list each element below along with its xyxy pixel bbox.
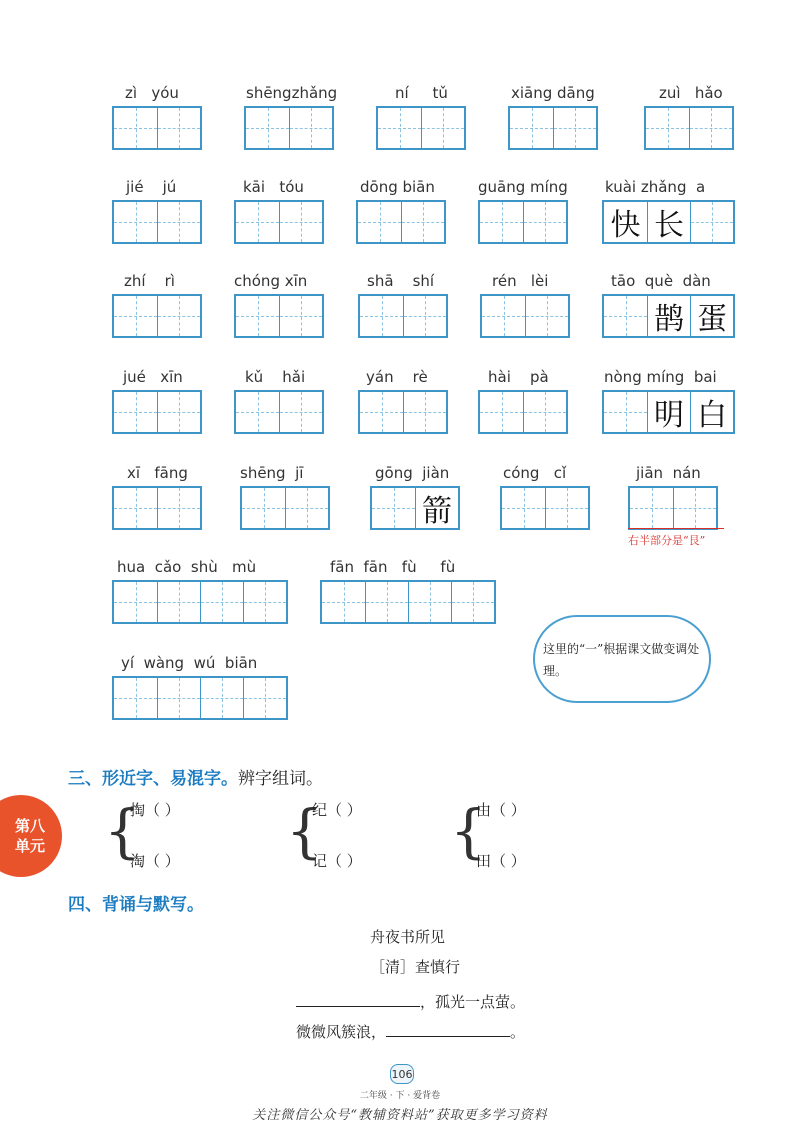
pinyin-label: xiāng dāng: [511, 84, 595, 102]
writing-cell[interactable]: [365, 582, 408, 622]
footer-note: 关注微信公众号“教辅资料站”获取更多学习资料: [252, 1108, 548, 1123]
pinyin-label: cóng cǐ: [503, 464, 567, 482]
writing-grid: [358, 294, 448, 338]
writing-cell[interactable]: [502, 488, 545, 528]
footer-grade: 二年级 · 下 · 爱背卷: [359, 1091, 441, 1101]
pinyin-label: jiān nán: [636, 464, 701, 482]
brace-2: {: [286, 797, 323, 865]
pinyin-label: jué xīn: [123, 368, 183, 386]
word-group-3-top[interactable]: 由（ ）: [476, 801, 526, 819]
writing-cell[interactable]: [525, 296, 568, 336]
writing-cell[interactable]: [630, 488, 673, 528]
pinyin-label: zhí rì: [124, 272, 175, 290]
writing-cell[interactable]: [157, 582, 200, 622]
writing-grid: [370, 486, 460, 530]
pinyin-label: shēng jī: [240, 464, 304, 482]
writing-cell[interactable]: [689, 108, 732, 148]
writing-grid: [602, 294, 735, 338]
writing-cell[interactable]: [114, 582, 157, 622]
writing-cell[interactable]: [451, 582, 494, 622]
pinyin-label: chóng xīn: [234, 272, 308, 290]
writing-grid: [112, 200, 202, 244]
writing-cell[interactable]: [114, 202, 157, 242]
writing-grid: [478, 200, 568, 244]
writing-grid: [478, 390, 568, 434]
writing-cell[interactable]: [285, 488, 328, 528]
section3-instruction: 辨字组词。: [238, 769, 323, 789]
word-group-3-bottom[interactable]: 田（ ）: [476, 852, 526, 870]
writing-cell[interactable]: [480, 392, 523, 432]
writing-cell[interactable]: [236, 296, 279, 336]
writing-grid: [234, 200, 324, 244]
writing-grid: [500, 486, 590, 530]
writing-cell[interactable]: [604, 202, 647, 242]
writing-cell[interactable]: [114, 296, 157, 336]
given-character: 鹊: [648, 296, 690, 336]
writing-cell[interactable]: [157, 678, 200, 718]
pinyin-label: dōng biān: [360, 178, 435, 196]
given-character: 明: [648, 392, 690, 432]
pinyin-label: kǔ hǎi: [245, 368, 306, 386]
writing-cell[interactable]: [322, 582, 365, 622]
writing-cell[interactable]: [553, 108, 596, 148]
writing-cell[interactable]: [236, 392, 279, 432]
writing-cell[interactable]: [200, 678, 243, 718]
writing-cell[interactable]: [401, 202, 444, 242]
poem-author: ［清］查慎行: [370, 958, 461, 976]
writing-grid: [602, 200, 735, 244]
writing-cell[interactable]: [523, 202, 566, 242]
writing-cell[interactable]: [673, 488, 716, 528]
writing-cell[interactable]: [246, 108, 289, 148]
poem-line-2: [296, 1020, 525, 1042]
writing-cell[interactable]: [114, 392, 157, 432]
pinyin-label: hài pà: [488, 368, 549, 386]
writing-cell[interactable]: [690, 392, 733, 432]
writing-cell[interactable]: [647, 392, 690, 432]
writing-grid: [628, 486, 718, 530]
writing-grid: [112, 676, 288, 720]
writing-cell[interactable]: [378, 108, 421, 148]
pinyin-label: jié jú: [126, 178, 177, 196]
writing-cell[interactable]: [114, 108, 157, 148]
writing-cell[interactable]: [200, 582, 243, 622]
writing-cell[interactable]: [545, 488, 588, 528]
writing-cell[interactable]: [279, 296, 322, 336]
writing-cell[interactable]: [408, 582, 451, 622]
writing-cell[interactable]: [604, 392, 647, 432]
writing-grid: [234, 294, 324, 338]
writing-cell[interactable]: [279, 392, 322, 432]
writing-cell[interactable]: [480, 202, 523, 242]
word-group-2-bottom[interactable]: 记（ ）: [312, 852, 362, 870]
writing-cell[interactable]: [236, 202, 279, 242]
writing-cell[interactable]: [604, 296, 647, 336]
writing-cell[interactable]: [114, 488, 157, 528]
writing-grid: [112, 390, 202, 434]
writing-grid: [480, 294, 570, 338]
writing-grid: [376, 106, 466, 150]
given-character: 快: [604, 202, 647, 242]
writing-cell[interactable]: [360, 392, 403, 432]
poem-line-1-text: ，孤光一点萤。: [420, 993, 526, 1011]
writing-cell[interactable]: [289, 108, 332, 148]
writing-grid: [234, 390, 324, 434]
writing-cell[interactable]: [482, 296, 525, 336]
pinyin-label: yán rè: [366, 368, 428, 386]
writing-grid: [602, 390, 735, 434]
pinyin-label: fān fān fù fù: [330, 558, 456, 576]
writing-grid: [112, 580, 288, 624]
brace-1: {: [104, 797, 141, 865]
poem-blank-2[interactable]: [386, 1020, 510, 1037]
pinyin-label: shā shí: [367, 272, 435, 290]
given-character: 蛋: [691, 296, 733, 336]
pinyin-label: yí wàng wú biān: [121, 654, 258, 672]
writing-grid: [244, 106, 334, 150]
pinyin-label: kuài zhǎng a: [605, 178, 706, 196]
pinyin-label: xī fāng: [127, 464, 188, 482]
pinyin-label: rén lèi: [492, 272, 549, 290]
writing-cell[interactable]: [372, 488, 415, 528]
writing-grid: [644, 106, 734, 150]
given-character: 白: [691, 392, 733, 432]
writing-cell[interactable]: [279, 202, 322, 242]
page-number: 106: [390, 1064, 414, 1084]
writing-cell[interactable]: [358, 202, 401, 242]
writing-cell[interactable]: [523, 392, 566, 432]
writing-grid: [320, 580, 496, 624]
writing-cell[interactable]: [157, 296, 200, 336]
pinyin-label: zì yóu: [125, 84, 179, 102]
writing-grid: [112, 486, 202, 530]
writing-cell[interactable]: [646, 108, 689, 148]
writing-grid: [356, 200, 446, 244]
pinyin-label: zuì hǎo: [659, 84, 723, 102]
pinyin-label: hua cǎo shù mù: [117, 558, 257, 576]
writing-grid: [240, 486, 330, 530]
pinyin-label: kāi tóu: [243, 178, 304, 196]
poem-line-1: [296, 990, 525, 1012]
pinyin-label: gōng jiàn: [375, 464, 450, 482]
poem-blank-1[interactable]: [296, 990, 420, 1007]
pinyin-label: ní tǔ: [395, 84, 448, 102]
writing-grid: [112, 294, 202, 338]
word-group-1-top[interactable]: 掏（ ）: [130, 801, 180, 819]
writing-cell[interactable]: [243, 582, 286, 622]
writing-cell[interactable]: [647, 202, 690, 242]
section3-heading: 三、形近字、易混字。: [68, 769, 238, 789]
poem-line-2-end: 。: [510, 1023, 526, 1041]
writing-cell[interactable]: [647, 296, 690, 336]
writing-cell[interactable]: [360, 296, 403, 336]
word-group-2-top[interactable]: 纪（ ）: [312, 801, 362, 819]
jiannan-hint: 右半部分是“艮”: [628, 534, 706, 547]
poem-line-2-text: 微微风簇浪，: [296, 1023, 387, 1041]
writing-cell[interactable]: [242, 488, 285, 528]
unit-badge-text: 第八单元: [14, 817, 45, 855]
writing-cell[interactable]: [157, 108, 200, 148]
given-character: 箭: [416, 488, 458, 528]
brace-3: {: [450, 797, 487, 865]
writing-cell[interactable]: [157, 488, 200, 528]
writing-grid: [358, 390, 448, 434]
pinyin-label: guāng míng: [478, 178, 568, 196]
writing-cell[interactable]: [690, 202, 733, 242]
writing-grid: [508, 106, 598, 150]
writing-cell[interactable]: [243, 678, 286, 718]
writing-cell[interactable]: [403, 392, 446, 432]
given-character: 长: [648, 202, 690, 242]
unit-badge: [0, 795, 62, 877]
writing-cell[interactable]: [403, 296, 446, 336]
section3-title: [68, 764, 323, 789]
pinyin-label: tāo què dàn: [611, 272, 711, 290]
section4-title: 四、背诵与默写。: [68, 895, 204, 915]
pinyin-label: shēngzhǎng: [246, 84, 338, 102]
writing-cell[interactable]: [415, 488, 458, 528]
writing-grid: [112, 106, 202, 150]
poem-title: 舟夜书所见: [370, 928, 446, 946]
pinyin-label: nòng míng bai: [604, 368, 717, 386]
hint-cloud-text: 这里的“一”根据课文做变调处理。: [543, 642, 700, 678]
jiannan-hint-underline: [628, 528, 724, 529]
writing-cell[interactable]: [421, 108, 464, 148]
writing-cell[interactable]: [510, 108, 553, 148]
writing-cell[interactable]: [157, 202, 200, 242]
writing-cell[interactable]: [690, 296, 733, 336]
writing-cell[interactable]: [157, 392, 200, 432]
writing-cell[interactable]: [114, 678, 157, 718]
word-group-1-bottom[interactable]: 淘（ ）: [130, 852, 180, 870]
